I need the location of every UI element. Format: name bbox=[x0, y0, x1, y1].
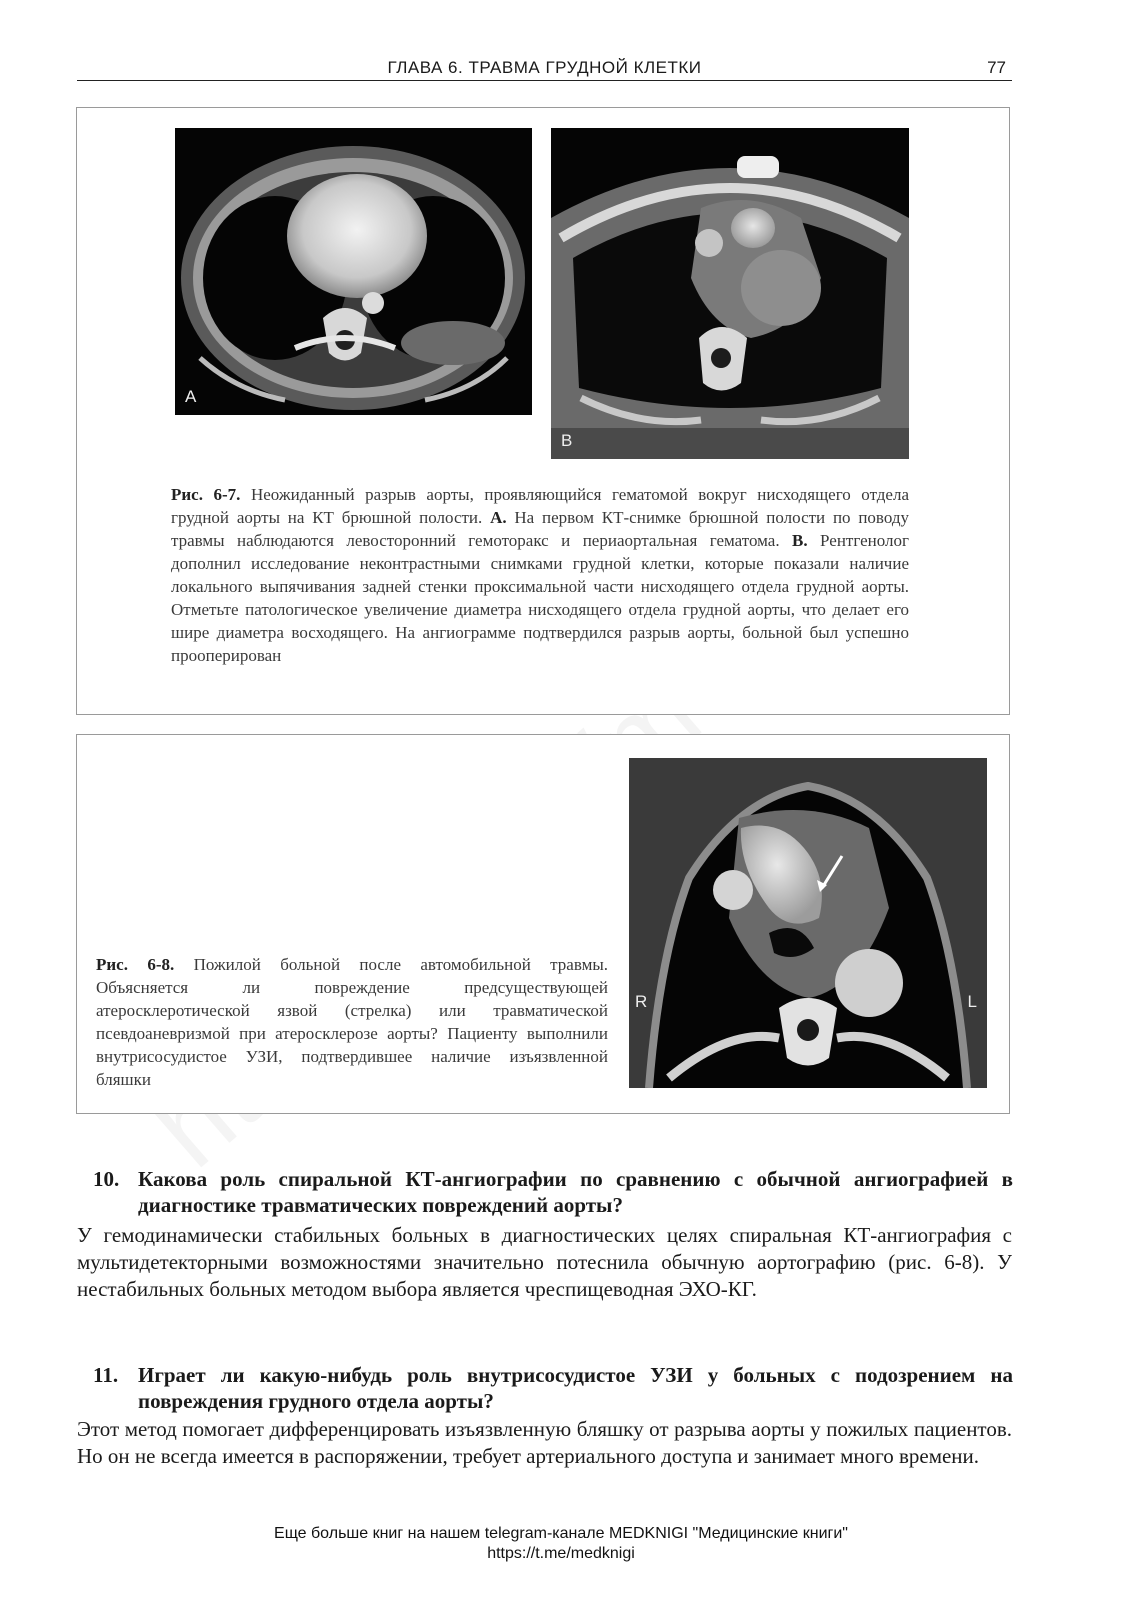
ct-scan-a-illustration bbox=[175, 128, 532, 415]
question-10-heading bbox=[93, 1166, 1013, 1218]
caption-text-part1: Неожиданный разрыв аорты, проявляющийся гематомой вокруг нисходящего отдела грудной аорты на КТ брюшной полости. bbox=[171, 485, 909, 527]
caption-text-6-8: Пожилой больной после автомобильной травмы. Объясняется ли повреждение предсуществующей атеросклеротической язвой (стрелка) или травматической псевдоаневризмой при атеросклерозе аорты? Пациенту выполнили внутрисосудистое УЗИ, подтвердившее наличие изъязвленной бляшки bbox=[96, 955, 608, 1089]
panel-label-b: B bbox=[561, 431, 573, 450]
page-number: 77 bbox=[987, 58, 1006, 77]
question-10-number: 10. bbox=[93, 1167, 120, 1191]
question-11-answer: Этот метод помогает дифференцировать изъязвленную бляшку от разрыва аорты у пожилых пациентов. Но он не всегда имеется в распоряжении, требует артериального доступа и занимает много времени. bbox=[77, 1417, 1012, 1468]
footer-line-1: Еще больше книг на нашем telegram-канале MEDKNIGI "Медицинские книги" bbox=[274, 1525, 848, 1542]
ct-image-c bbox=[629, 758, 987, 1088]
ct-image-b bbox=[551, 128, 909, 459]
caption-label-6-7: Рис. 6-7. bbox=[171, 485, 241, 504]
question-10-title: Какова роль спиральной КТ-ангиографии по сравнению с обычной ангиографией в диагностике травматических повреждений аорты? bbox=[138, 1167, 1013, 1217]
chapter-title: ГЛАВА 6. ТРАВМА ГРУДНОЙ КЛЕТКИ bbox=[387, 58, 702, 77]
footer-link[interactable]: https://t.me/medknigi bbox=[487, 1545, 635, 1562]
caption-label-6-8: Рис. 6-8. bbox=[96, 955, 175, 974]
question-10-answer: У гемодинамически стабильных больных в диагностических целях спиральная КТ-ангиография с мультидетекторными возможностями значительно потеснила обычную аортографию (рис. 6-8). У нестабильных больных методом выбора является чреспищеводная ЭХО-КГ. bbox=[77, 1223, 1012, 1301]
question-11-title: Играет ли какую-нибудь роль внутрисосудистое УЗИ у больных с подозрением на повреждения грудного отдела аорты? bbox=[138, 1363, 1013, 1413]
figure-6-8 bbox=[76, 734, 1010, 1114]
ct-scan-c-illustration bbox=[629, 758, 987, 1088]
running-header bbox=[77, 56, 1012, 81]
caption-text-part3: Рентгенолог дополнил исследование неконтрастными снимками грудной клетки, которые показали наличие локального выпячивания задней стенки проксимальной части нисходящего отдела грудной аорты. Отметьте патологическое увеличение диаметра нисходящего отдела грудной аорты, что делает его шире диаметра восходящего. На ангиограмме подтвердился разрыв аорты, больной был успешно прооперирован bbox=[171, 531, 909, 665]
panel-label-a: A bbox=[185, 387, 197, 406]
caption-text-part2: На первом КТ-снимке брюшной полости по поводу травмы наблюдаются левосторонний гемоторакс и периаортальная гематома. bbox=[171, 508, 909, 550]
question-11-number: 11. bbox=[93, 1363, 119, 1387]
question-11-heading bbox=[93, 1362, 1013, 1414]
figure-6-7 bbox=[76, 107, 1010, 715]
footer-promo bbox=[0, 1524, 1122, 1564]
figure-6-7-caption bbox=[171, 483, 909, 667]
ct-scan-b-illustration bbox=[551, 128, 909, 459]
caption-ref-b: B. bbox=[792, 531, 808, 550]
caption-ref-a: A. bbox=[490, 508, 507, 527]
side-marker-left: L bbox=[967, 992, 977, 1011]
ct-image-a bbox=[175, 128, 532, 415]
figure-6-8-caption bbox=[96, 953, 608, 1091]
side-marker-right: R bbox=[635, 992, 648, 1011]
